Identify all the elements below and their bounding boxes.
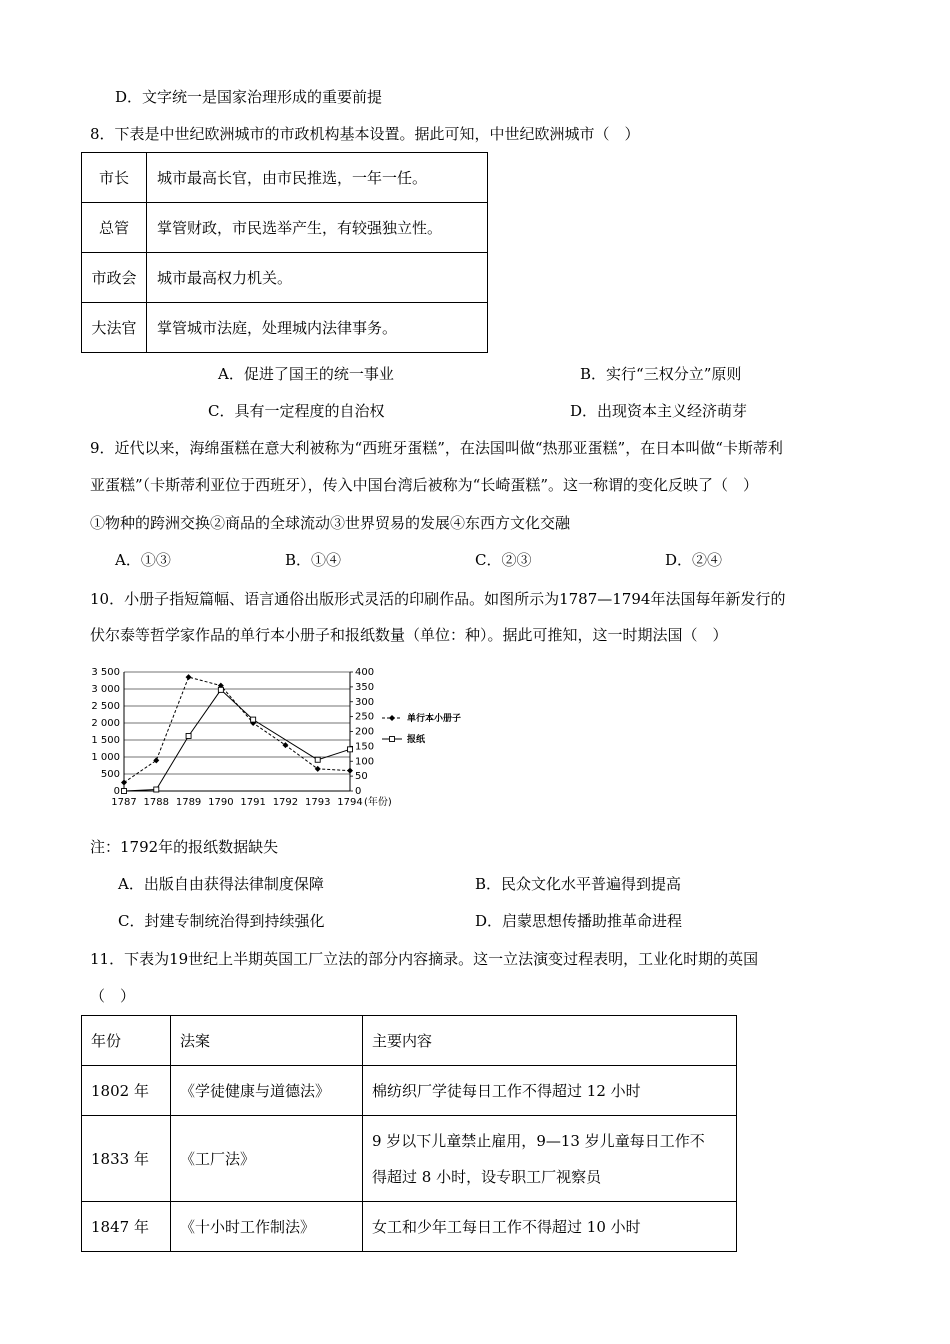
x-tick-label: 1794	[337, 797, 363, 808]
q11-header-content: 主要内容	[363, 1016, 737, 1066]
y-left-tick-label: 2 500	[91, 701, 120, 712]
q8-table	[81, 152, 488, 353]
q11-cell-content: 女工和少年工每日工作不得超过 10 小时	[363, 1202, 737, 1252]
q10-stem-line2: 伏尔泰等哲学家作品的单行本小册子和报纸数量（单位：种）。据此可推知，这一时期法国（ ）	[90, 626, 728, 644]
data-point-series-2	[315, 757, 320, 762]
table-row	[82, 1066, 737, 1116]
y-right-tick-label: 250	[355, 711, 375, 723]
x-tick-label: 1793	[304, 797, 331, 808]
y-right-tick-label: 350	[355, 681, 375, 693]
x-tick-label: 1791	[240, 797, 266, 808]
q11-stem-paren: （ ）	[90, 987, 136, 1005]
legend-label: 单行本小册子	[407, 714, 462, 724]
table-row	[82, 153, 488, 203]
q8-cell-desc: 城市最高长官，由市民推选，一年一任。	[147, 153, 488, 203]
q9-option-c: C．②③	[475, 551, 532, 569]
table-row	[82, 1202, 737, 1252]
x-tick-label: 1792	[272, 797, 299, 808]
y-right-tick-label: 400	[355, 667, 375, 678]
q10-option-b: B．民众文化水平普遍得到提高	[475, 875, 682, 893]
x-tick-label: 1789	[175, 797, 202, 808]
q8-cell-name: 市长	[82, 153, 147, 203]
q10-option-d: D．启蒙思想传播助推革命进程	[475, 912, 683, 930]
table-row	[82, 1016, 737, 1066]
q11-content-line: 得超过 8 小时，设专职工厂视察员	[372, 1167, 602, 1186]
q9-items: ①物种的跨洲交换②商品的全球流动③世界贸易的发展④东西方文化交融	[90, 514, 571, 532]
y-right-tick-label: 100	[355, 756, 375, 768]
legend-marker	[389, 715, 395, 721]
x-tick-label: 1790	[208, 797, 234, 808]
q11-cell-year: 1847 年	[82, 1202, 171, 1252]
q9-option-a: A．①③	[115, 551, 171, 569]
table-row	[82, 203, 488, 253]
q11-cell-year: 1802 年	[82, 1066, 171, 1116]
q11-cell-content: 棉纺织厂学徒每日工作不得超过 12 小时	[363, 1066, 737, 1116]
q8-cell-name: 大法官	[82, 303, 147, 353]
q10-stem-line1: 10．小册子指短篇幅、语言通俗出版形式灵活的印刷作品。如图所示为1787—1794年法国每年新发行的	[90, 590, 786, 608]
series-line-2	[124, 690, 350, 791]
data-point-series-2	[154, 787, 159, 792]
q11-header-year: 年份	[82, 1016, 171, 1066]
q8-option-b: B．实行“三权分立”原则	[580, 365, 742, 383]
q10-option-c: C．封建专制统治得到持续强化	[118, 912, 325, 930]
q11-cell-act: 《十小时工作制法》	[171, 1202, 363, 1252]
q11-stem: 11．下表为19世纪上半期英国工厂立法的部分内容摘录。这一立法演变过程表明，工业化时期的英国	[90, 950, 759, 968]
legend-marker	[390, 737, 395, 742]
series-line-1	[124, 677, 350, 782]
q11-cell-content	[363, 1116, 737, 1202]
q9-stem-line2: 亚蛋糕”（卡斯蒂利亚位于西班牙），传入中国台湾后被称为“长崎蛋糕”。这一称谓的变化反映了（ ）	[90, 476, 759, 494]
q8-cell-desc: 城市最高权力机关。	[147, 253, 488, 303]
q11-cell-act: 《工厂法》	[171, 1116, 363, 1202]
q9-stem-line1: 9．近代以来，海绵蛋糕在意大利被称为“西班牙蛋糕”，在法国叫做“热那亚蛋糕”，在日本叫做“卡斯蒂利	[90, 439, 783, 457]
q8-option-c: C．具有一定程度的自治权	[208, 402, 385, 420]
q8-cell-name: 市政会	[82, 253, 147, 303]
q9-option-b: B．①④	[285, 551, 342, 569]
q11-content-line: 9 岁以下儿童禁止雇用，9—13 岁儿童每日工作不	[372, 1131, 705, 1150]
y-left-tick-label: 1 000	[91, 752, 120, 763]
y-left-tick-label: 0	[113, 786, 120, 797]
data-point-series-1	[282, 742, 288, 748]
y-right-tick-label: 0	[355, 786, 362, 797]
q7-option-d: D．文字统一是国家治理形成的重要前提	[115, 88, 383, 106]
data-point-series-2	[186, 733, 191, 738]
q9-option-d: D．②④	[665, 551, 723, 569]
data-point-series-2	[122, 789, 127, 794]
data-point-series-2	[348, 747, 353, 752]
data-point-series-2	[251, 717, 256, 722]
y-left-tick-label: 3 000	[91, 684, 120, 695]
table-row	[82, 1116, 737, 1202]
y-right-tick-label: 300	[355, 696, 375, 708]
q8-cell-name: 总管	[82, 203, 147, 253]
q8-cell-desc: 掌管财政，市民选举产生，有较强独立性。	[147, 203, 488, 253]
q10-note: 注：1792年的报纸数据缺失	[90, 838, 279, 856]
legend-label: 报纸	[407, 735, 426, 745]
y-left-tick-label: 3 500	[91, 667, 120, 678]
table-row	[82, 253, 488, 303]
q8-option-d: D．出现资本主义经济萌芽	[570, 402, 748, 420]
q8-stem: 8．下表是中世纪欧洲城市的市政机构基本设置。据此可知，中世纪欧洲城市（ ）	[90, 125, 640, 143]
y-left-tick-label: 1 500	[91, 735, 120, 746]
table-row	[82, 303, 488, 353]
y-right-tick-label: 200	[355, 726, 375, 738]
data-point-series-1	[347, 768, 353, 774]
q11-cell-year: 1833 年	[82, 1116, 171, 1202]
data-point-series-2	[218, 687, 223, 692]
data-point-series-1	[153, 757, 159, 763]
y-right-tick-label: 50	[355, 771, 368, 783]
q8-option-a: A．促进了国王的统一事业	[218, 365, 394, 383]
x-tick-label: 1788	[143, 797, 170, 808]
y-right-tick-label: 150	[355, 741, 375, 753]
q10-chart	[86, 662, 486, 814]
x-tick-label: 1787	[111, 797, 137, 808]
y-left-tick-label: 2 000	[91, 718, 120, 729]
data-point-series-1	[186, 674, 192, 680]
y-left-tick-label: 500	[100, 769, 120, 780]
x-axis-unit-label: (年份)	[364, 797, 392, 808]
q8-cell-desc: 掌管城市法庭，处理城内法律事务。	[147, 303, 488, 353]
q11-header-act: 法案	[171, 1016, 363, 1066]
q11-cell-act: 《学徒健康与道德法》	[171, 1066, 363, 1116]
q11-table	[81, 1015, 737, 1252]
q10-option-a: A．出版自由获得法律制度保障	[118, 875, 324, 893]
data-point-series-1	[121, 780, 127, 786]
